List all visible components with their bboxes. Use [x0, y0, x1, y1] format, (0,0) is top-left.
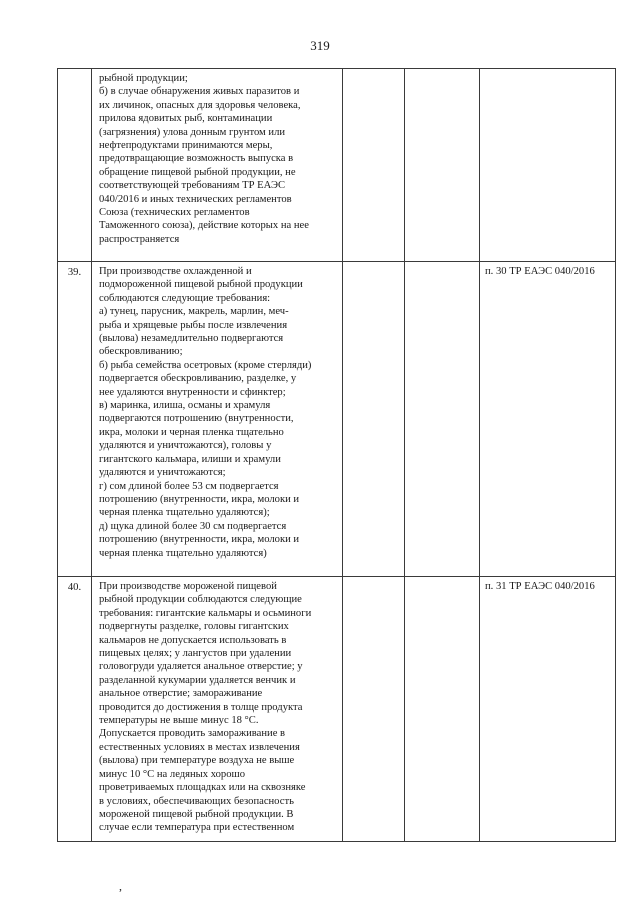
regulation-reference	[480, 69, 616, 262]
requirement-line: головогруди удаляется анальное отверстие; у	[99, 661, 303, 673]
requirement-text	[92, 262, 343, 577]
requirement-line: икра, молоки и черная пленка тщательно	[99, 426, 284, 438]
requirement-line: их личинок, опасных для здоровья человека,	[99, 99, 301, 111]
requirement-line: гигантского кальмара, илиши и храмули	[99, 453, 281, 465]
requirement-line: минус 10 °С на ледяных хорошо	[99, 768, 245, 780]
requirement-line: кальмаров не допускается использовать в	[99, 634, 287, 646]
table-row	[58, 69, 616, 262]
table-row	[58, 262, 616, 577]
requirement-line: нефтепродуктами принимаются меры,	[99, 140, 273, 152]
requirement-line: подвергается обескровливанию, разделке, у	[99, 373, 297, 385]
requirement-line: подмороженной пищевой рыбной продукции	[99, 279, 303, 291]
requirement-line: подвергнуты разделке, головы гигантских	[99, 621, 289, 633]
table-row	[58, 577, 616, 842]
requirement-line: (вылова) незамедлительно подвергаются	[99, 333, 284, 345]
page-number: 319	[310, 38, 330, 53]
empty-cell	[405, 577, 480, 842]
requirement-line: требования: гигантские кальмары и осьминоги	[99, 607, 312, 619]
requirement-line: соответствующей требованиям ТР ЕАЭС	[99, 180, 286, 192]
requirement-line: д) щука длиной более 30 см подвергается	[99, 520, 287, 532]
requirement-line: в условиях, обеспечивающих безопасность	[99, 795, 294, 807]
requirement-line: б) рыба семейства осетровых (кроме стерляди)	[99, 359, 312, 371]
requirement-line: естественных условиях в местах извлечения	[99, 741, 300, 753]
item-number	[58, 69, 92, 262]
requirement-line: рыбной продукции соблюдаются следующие	[99, 594, 302, 606]
requirement-line: пищевых целях; у лангустов при удалении	[99, 648, 292, 660]
requirement-line: б) в случае обнаружения живых паразитов и	[99, 86, 300, 98]
requirement-line: рыбной продукции;	[99, 73, 188, 84]
requirement-line: При производстве мороженой пищевой	[99, 581, 277, 592]
requirement-line: предотвращающие возможность выпуска в	[99, 153, 294, 165]
requirement-line: удаляются и уничтожаются), головы у	[99, 440, 272, 452]
empty-cell	[343, 262, 405, 577]
requirement-line: анальное отверстие; замораживание	[99, 688, 263, 700]
requirement-text	[92, 69, 343, 262]
requirement-line: удаляются и уничтожаются;	[99, 467, 226, 479]
requirement-line: подвергаются потрошению (внутренности,	[99, 413, 294, 425]
requirement-line: рыба и хрящевые рыбы после извлечения	[99, 319, 288, 331]
requirement-line: 040/2016 и иных технических регламентов	[99, 193, 292, 205]
requirement-line: (загрязнения) улова донным грунтом или	[99, 126, 286, 138]
requirement-line: обращение пищевой рыбной продукции, не	[99, 166, 296, 178]
requirement-line: в) маринка, илиша, османы и храмуля	[99, 400, 271, 412]
requirement-line: случае если температура при естественном	[99, 822, 295, 834]
requirement-line: черная пленка тщательно удаляются)	[99, 547, 267, 559]
requirement-line: (вылова) при температуре воздуха не выше	[99, 755, 295, 767]
requirement-line: мороженой пищевой рыбной продукции. В	[99, 808, 294, 820]
requirement-line: Допускается проводить замораживание в	[99, 728, 286, 740]
stray-mark: ,	[119, 879, 122, 893]
empty-cell	[343, 69, 405, 262]
requirement-line: г) сом длиной более 53 см подвергается	[99, 480, 279, 492]
requirement-line: распространяется	[99, 233, 180, 245]
requirement-line: обескровливанию;	[99, 346, 183, 358]
requirement-line: Таможенного союза), действие которых на нее	[99, 220, 309, 232]
requirement-line: разделанной кукумарии удаляется венчик и	[99, 674, 296, 686]
empty-cell	[343, 577, 405, 842]
requirement-line: соблюдаются следующие требования:	[99, 292, 271, 304]
requirement-line: температуры не выше минус 18 °С.	[99, 715, 259, 727]
requirement-line: При производстве охлажденной и	[99, 266, 252, 277]
requirement-line: потрошению (внутренности, икра, молоки и	[99, 534, 300, 546]
item-number: 40.	[58, 577, 92, 842]
requirement-line: потрошению (внутренности, икра, молоки и	[99, 493, 300, 505]
empty-cell	[405, 69, 480, 262]
regulation-reference: п. 30 ТР ЕАЭС 040/2016	[480, 262, 616, 577]
requirement-text	[92, 577, 343, 842]
requirement-line: черная пленка тщательно удаляются);	[99, 507, 270, 519]
requirement-line: проводится до достижения в толще продукта	[99, 701, 303, 713]
item-number: 39.	[58, 262, 92, 577]
requirement-line: нее удаляются внутренности и сфинктер;	[99, 386, 286, 398]
requirement-line: прилова ядовитых рыб, контаминации	[99, 113, 273, 125]
regulation-table	[57, 68, 616, 842]
requirement-line: а) тунец, парусник, макрель, марлин, меч-	[99, 306, 289, 318]
regulation-reference: п. 31 ТР ЕАЭС 040/2016	[480, 577, 616, 842]
requirement-line: Союза (технических регламентов	[99, 207, 250, 219]
requirement-line: проветриваемых площадках или на сквозняке	[99, 782, 306, 794]
empty-cell	[405, 262, 480, 577]
